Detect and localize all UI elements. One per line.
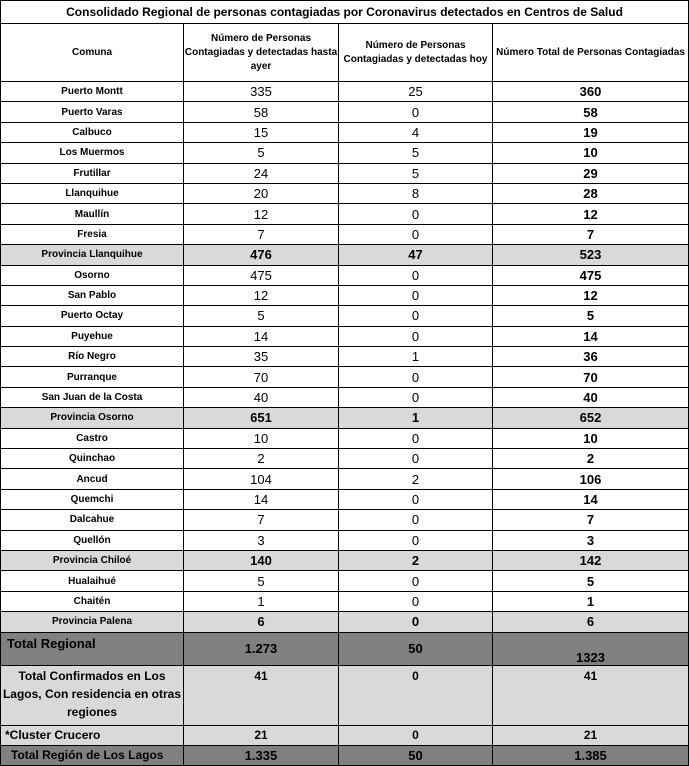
ayer-value: 1 — [184, 591, 339, 611]
confirmados-otras-total: 41 — [493, 665, 689, 725]
hoy-value: 0 — [339, 367, 493, 387]
total-value: 2 — [493, 449, 689, 469]
table-row — [1, 347, 689, 367]
confirmados-otras-label: Total Confirmados en Los Lagos, Con residencia en otras regiones — [1, 665, 184, 725]
comuna-name: Puerto Octay — [1, 306, 184, 326]
total-value: 3 — [493, 530, 689, 550]
ayer-value: 7 — [184, 224, 339, 244]
header-hoy: Número de Personas Contagiadas y detectadas hoy — [339, 24, 493, 82]
cluster-total: 21 — [493, 725, 689, 745]
hoy-value: 0 — [339, 102, 493, 122]
total-value: 5 — [493, 306, 689, 326]
table-row — [1, 122, 689, 142]
confirmados-otras-row — [1, 665, 689, 725]
table-row — [1, 163, 689, 183]
ayer-value: 7 — [184, 510, 339, 530]
table-row — [1, 102, 689, 122]
total-los-lagos-ayer: 1.335 — [184, 745, 339, 765]
hoy-value: 0 — [339, 530, 493, 550]
ayer-value: 651 — [184, 408, 339, 428]
hoy-value: 47 — [339, 245, 493, 265]
table-row — [1, 428, 689, 448]
hoy-value: 25 — [339, 82, 493, 102]
table-row — [1, 285, 689, 305]
ayer-value: 2 — [184, 449, 339, 469]
table-row — [1, 469, 689, 489]
comuna-name: Fresia — [1, 224, 184, 244]
table-title: Consolidado Regional de personas contagiadas por Coronavirus detectados en Centros de Salud — [1, 1, 689, 24]
comuna-name: Provincia Chiloé — [1, 550, 184, 570]
total-value: 7 — [493, 224, 689, 244]
comuna-name: Quellón — [1, 530, 184, 550]
total-value: 1 — [493, 591, 689, 611]
hoy-value: 1 — [339, 408, 493, 428]
total-value: 7 — [493, 510, 689, 530]
total-value: 360 — [493, 82, 689, 102]
total-value: 28 — [493, 183, 689, 203]
comuna-name: San Juan de la Costa — [1, 387, 184, 407]
total-value: 106 — [493, 469, 689, 489]
ayer-value: 5 — [184, 571, 339, 591]
comuna-name: Provincia Palena — [1, 612, 184, 632]
comuna-name: Puerto Varas — [1, 102, 184, 122]
ayer-value: 12 — [184, 285, 339, 305]
hoy-value: 1 — [339, 347, 493, 367]
table-row — [1, 591, 689, 611]
comuna-name: Puerto Montt — [1, 82, 184, 102]
ayer-value: 14 — [184, 489, 339, 509]
comuna-name: Quinchao — [1, 449, 184, 469]
hoy-value: 0 — [339, 204, 493, 224]
ayer-value: 3 — [184, 530, 339, 550]
table-row — [1, 449, 689, 469]
total-value: 142 — [493, 550, 689, 570]
hoy-value: 0 — [339, 265, 493, 285]
table-row — [1, 326, 689, 346]
total-value: 70 — [493, 367, 689, 387]
ayer-value: 40 — [184, 387, 339, 407]
hoy-value: 0 — [339, 591, 493, 611]
hoy-value: 0 — [339, 306, 493, 326]
hoy-value: 2 — [339, 469, 493, 489]
hoy-value: 4 — [339, 122, 493, 142]
ayer-value: 6 — [184, 612, 339, 632]
hoy-value: 0 — [339, 428, 493, 448]
ayer-value: 476 — [184, 245, 339, 265]
comuna-name: Llanquihue — [1, 183, 184, 203]
comuna-name: Maullín — [1, 204, 184, 224]
comuna-name: Provincia Llanquihue — [1, 245, 184, 265]
total-value: 10 — [493, 143, 689, 163]
table-row — [1, 82, 689, 102]
header-comuna: Comuna — [1, 24, 184, 82]
total-los-lagos-hoy: 50 — [339, 745, 493, 765]
ayer-value: 14 — [184, 326, 339, 346]
ayer-value: 35 — [184, 347, 339, 367]
total-value: 475 — [493, 265, 689, 285]
ayer-value: 70 — [184, 367, 339, 387]
ayer-value: 5 — [184, 143, 339, 163]
table-row — [1, 510, 689, 530]
cluster-row — [1, 725, 689, 745]
table-row — [1, 265, 689, 285]
comuna-name: Chaitén — [1, 591, 184, 611]
total-value: 29 — [493, 163, 689, 183]
hoy-value: 0 — [339, 326, 493, 346]
table-row — [1, 204, 689, 224]
table-row — [1, 367, 689, 387]
header-total: Número Total de Personas Contagiadas — [493, 24, 689, 82]
total-regional-ayer: 1.273 — [184, 632, 339, 665]
table-row — [1, 530, 689, 550]
header-row — [1, 24, 689, 82]
total-value: 14 — [493, 326, 689, 346]
table-row — [1, 387, 689, 407]
province-row — [1, 550, 689, 570]
comuna-name: Calbuco — [1, 122, 184, 142]
total-regional-total: 1323 — [493, 632, 689, 665]
comuna-name: Hualaihué — [1, 571, 184, 591]
comuna-name: Quemchi — [1, 489, 184, 509]
province-row — [1, 612, 689, 632]
total-value: 652 — [493, 408, 689, 428]
table-title-row — [1, 1, 689, 24]
hoy-value: 5 — [339, 163, 493, 183]
total-value: 58 — [493, 102, 689, 122]
total-regional-hoy: 50 — [339, 632, 493, 665]
header-ayer: Número de Personas Contagiadas y detectadas hasta ayer — [184, 24, 339, 82]
comuna-name: Osorno — [1, 265, 184, 285]
table-row — [1, 571, 689, 591]
ayer-value: 24 — [184, 163, 339, 183]
ayer-value: 58 — [184, 102, 339, 122]
total-value: 19 — [493, 122, 689, 142]
table-row — [1, 183, 689, 203]
total-los-lagos-label: Total Región de Los Lagos — [1, 745, 184, 765]
total-regional-label: Total Regional — [1, 632, 184, 665]
table-row — [1, 489, 689, 509]
ayer-value: 15 — [184, 122, 339, 142]
total-value: 14 — [493, 489, 689, 509]
total-value: 40 — [493, 387, 689, 407]
ayer-value: 140 — [184, 550, 339, 570]
ayer-value: 20 — [184, 183, 339, 203]
hoy-value: 0 — [339, 285, 493, 305]
comuna-name: Los Muermos — [1, 143, 184, 163]
cluster-label: *Cluster Crucero — [1, 725, 184, 745]
total-regional-row — [1, 632, 689, 665]
total-value: 12 — [493, 285, 689, 305]
hoy-value: 0 — [339, 489, 493, 509]
comuna-name: Purranque — [1, 367, 184, 387]
cluster-hoy: 0 — [339, 725, 493, 745]
hoy-value: 0 — [339, 612, 493, 632]
hoy-value: 5 — [339, 143, 493, 163]
hoy-value: 0 — [339, 510, 493, 530]
cluster-ayer: 21 — [184, 725, 339, 745]
ayer-value: 475 — [184, 265, 339, 285]
total-los-lagos-row — [1, 745, 689, 765]
table-row — [1, 306, 689, 326]
total-value: 36 — [493, 347, 689, 367]
comuna-name: Ancud — [1, 469, 184, 489]
comuna-name: Dalcahue — [1, 510, 184, 530]
total-value: 10 — [493, 428, 689, 448]
table-row — [1, 224, 689, 244]
comuna-name: San Pablo — [1, 285, 184, 305]
comuna-name: Frutillar — [1, 163, 184, 183]
ayer-value: 335 — [184, 82, 339, 102]
comuna-name: Castro — [1, 428, 184, 448]
comuna-name: Provincia Osorno — [1, 408, 184, 428]
ayer-value: 10 — [184, 428, 339, 448]
province-row — [1, 245, 689, 265]
total-los-lagos-total: 1.385 — [493, 745, 689, 765]
province-row — [1, 408, 689, 428]
hoy-value: 0 — [339, 224, 493, 244]
total-value: 12 — [493, 204, 689, 224]
hoy-value: 0 — [339, 387, 493, 407]
comuna-name: Puyehue — [1, 326, 184, 346]
comuna-name: Río Negro — [1, 347, 184, 367]
confirmados-otras-ayer: 41 — [184, 665, 339, 725]
hoy-value: 0 — [339, 449, 493, 469]
ayer-value: 5 — [184, 306, 339, 326]
hoy-value: 2 — [339, 550, 493, 570]
total-value: 523 — [493, 245, 689, 265]
confirmados-otras-hoy: 0 — [339, 665, 493, 725]
hoy-value: 0 — [339, 571, 493, 591]
hoy-value: 8 — [339, 183, 493, 203]
table-row — [1, 143, 689, 163]
ayer-value: 104 — [184, 469, 339, 489]
total-value: 6 — [493, 612, 689, 632]
ayer-value: 12 — [184, 204, 339, 224]
total-value: 5 — [493, 571, 689, 591]
